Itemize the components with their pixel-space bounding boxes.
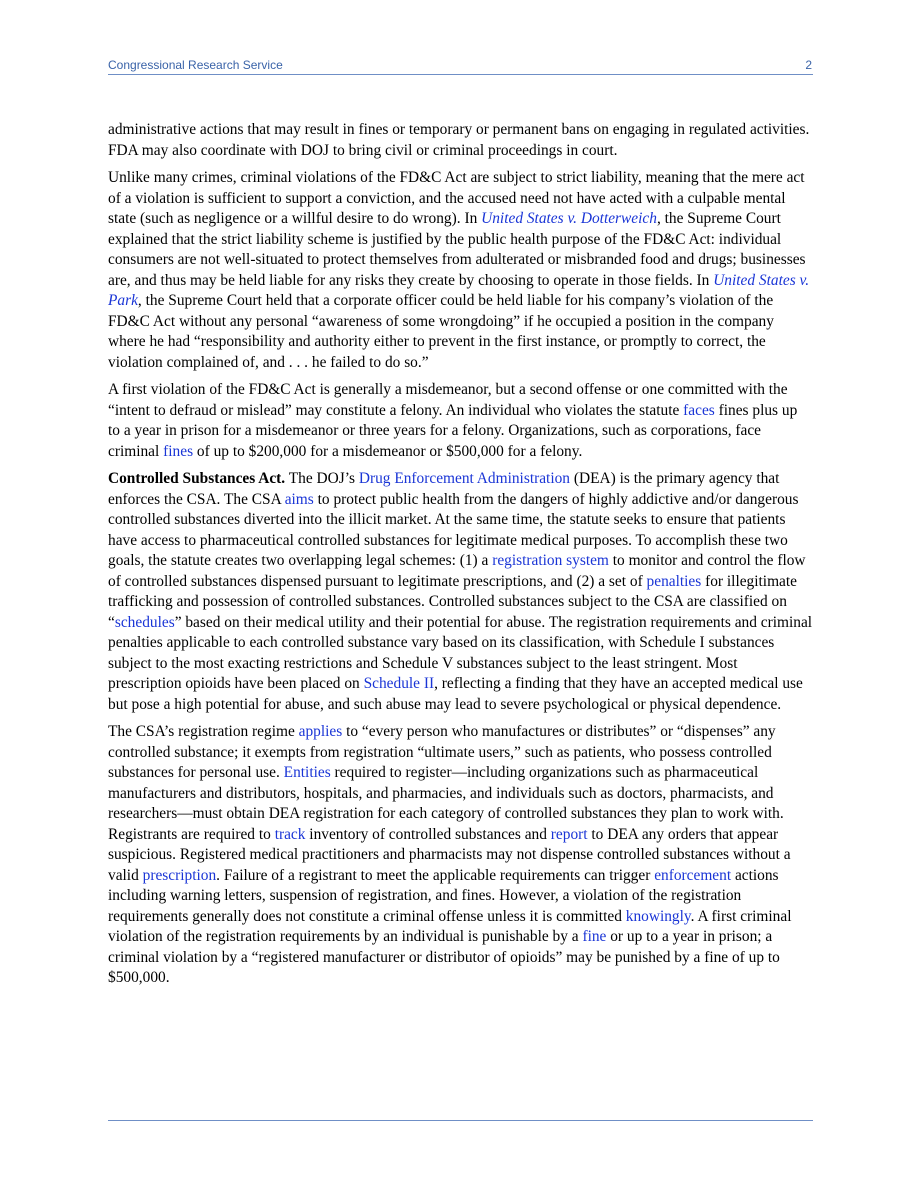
header-title: Congressional Research Service <box>108 58 283 72</box>
link-schedules[interactable]: schedules <box>114 613 175 631</box>
link-track[interactable]: track <box>274 825 306 843</box>
link-enforcement[interactable]: enforcement <box>654 866 732 884</box>
paragraph-registration-regime: The CSA’s registration regime applies to “every person who manufactures or distributes” or “dispenses” any controlled substance; it exempts from registration “ultimate users,” such as patients, who possess controlled substances for personal use. Entities required to register—including organizations such as pharmaceutical manufacturers and distributors, hospitals, and pharmacies, and individuals such as doctors, pharmacists, and researchers—must obtain DEA registration for each category of controlled substances they plan to work with. Registrants are required to track inventory of controlled substances and report to DEA any orders that appear suspicious. Registered medical practitioners and pharmacists may not dispense controlled substances without a valid prescription. Failure of a registrant to meet the applicable requirements can trigger enforcement actions including warning letters, suspension of registration, and fines. However, a violation of the registration requirements generally does not constitute a criminal offense unless it is committed knowingly. A first criminal violation of the registration requirements by an individual is punishable by a fine or up to a year in prison; a criminal violation by a “registered manufacturer or distributor of opioids” may be punished by a fine of up to $500,000. <box>108 723 792 986</box>
paragraph-strict-liability: Unlike many crimes, criminal violations of the FD&C Act are subject to strict liability, meaning that the mere act of a violation is sufficient to support a conviction, and the accused need not have acted with a culpable mental state (such as negligence or a willful desire to do wrong). In United States v. Dotterweich, the Supreme Court explained that the strict liability scheme is justified by the public health purpose of the FD&C Act: individual consumers are not well-situated to protect themselves from adulterated or misbranded food and drugs; businesses are, and thus may be held liable for any risks they create by choosing to operate in those fields. In United States v. Park, the Supreme Court held that a corporate officer could be held liable for his company’s violation of the FD&C Act without any personal “awareness of some wrongdoing” if he occupied a position in the company where he had “responsibility and authority either to prevent in the first instance, or promptly to correct, the violation complained of, and . . . he failed to do so.” <box>108 169 810 371</box>
link-schedule-ii[interactable]: Schedule II <box>363 675 435 692</box>
link-knowingly[interactable]: knowingly <box>625 907 691 925</box>
link-fine[interactable]: fine <box>582 928 607 945</box>
paragraph-csa: Controlled Substances Act. The DOJ’s Drug Enforcement Administration (DEA) is the primary agency that enforces the CSA. The CSA aims to protect public health from the dangers of highly addictive and/or dangerous controlled substances diverted into the illicit market. At the same time, the statute seeks to ensure that patients have access to pharmaceutical controlled substances for legitimate medical purposes. To accomplish these two goals, the statute creates two overlapping legal schemes: (1) a registration system to monitor and control the flow of controlled substances dispensed pursuant to legitimate prescriptions, and (2) a set of penalties for illegitimate trafficking and possession of controlled substances. Controlled substances subject to the CSA are classified on “schedules” based on their medical utility and their potential for abuse. The registration requirements and criminal penalties applicable to each controlled substance vary based on its classification, with Schedule I substances subject to the most exacting restrictions and Schedule V substances subject to the least stringent. Most prescription opioids have been placed on Schedule II, reflecting a finding that they have an accepted medical use but pose a high potential for abuse, and such abuse may lead to severe psychological or physical dependence. <box>108 470 813 713</box>
link-park[interactable]: United States v. Park <box>108 271 810 309</box>
section-heading-csa: Controlled Substances Act. <box>108 470 286 487</box>
paragraph-penalties: A first violation of the FD&C Act is generally a misdemeanor, but a second offense or one committed with the “intent to defraud or mislead” may constitute a felony. An individual who violates the statute faces fines plus up to a year in prison for a misdemeanor or three years for a felony. Organizations, such as corporations, face criminal fines of up to $200,000 for a misdemeanor or $500,000 for a felony. <box>108 381 798 460</box>
link-faces[interactable]: faces <box>683 401 715 419</box>
link-fines[interactable]: fines <box>163 442 194 460</box>
link-registration-system[interactable]: registration system <box>492 552 609 569</box>
header-divider <box>108 74 813 75</box>
link-report[interactable]: report <box>550 825 588 843</box>
link-penalties[interactable]: penalties <box>646 572 702 590</box>
link-dotterweich[interactable]: United States v. Dotterweich <box>481 210 657 227</box>
link-dea[interactable]: Drug Enforcement Administration <box>358 470 570 487</box>
link-aims[interactable]: aims <box>284 490 314 508</box>
footer-divider <box>108 1120 813 1121</box>
document-body <box>108 120 813 996</box>
link-applies[interactable]: applies <box>298 723 343 740</box>
paragraph-enforcement-intro: administrative actions that may result in fines or temporary or permanent bans on engaging in regulated activities. FDA may also coordinate with DOJ to bring civil or criminal proceedings in court. <box>108 121 810 159</box>
page-number: 2 <box>805 58 812 72</box>
page-header <box>108 56 813 74</box>
link-entities[interactable]: Entities <box>283 764 331 781</box>
link-prescription[interactable]: prescription <box>142 866 217 884</box>
